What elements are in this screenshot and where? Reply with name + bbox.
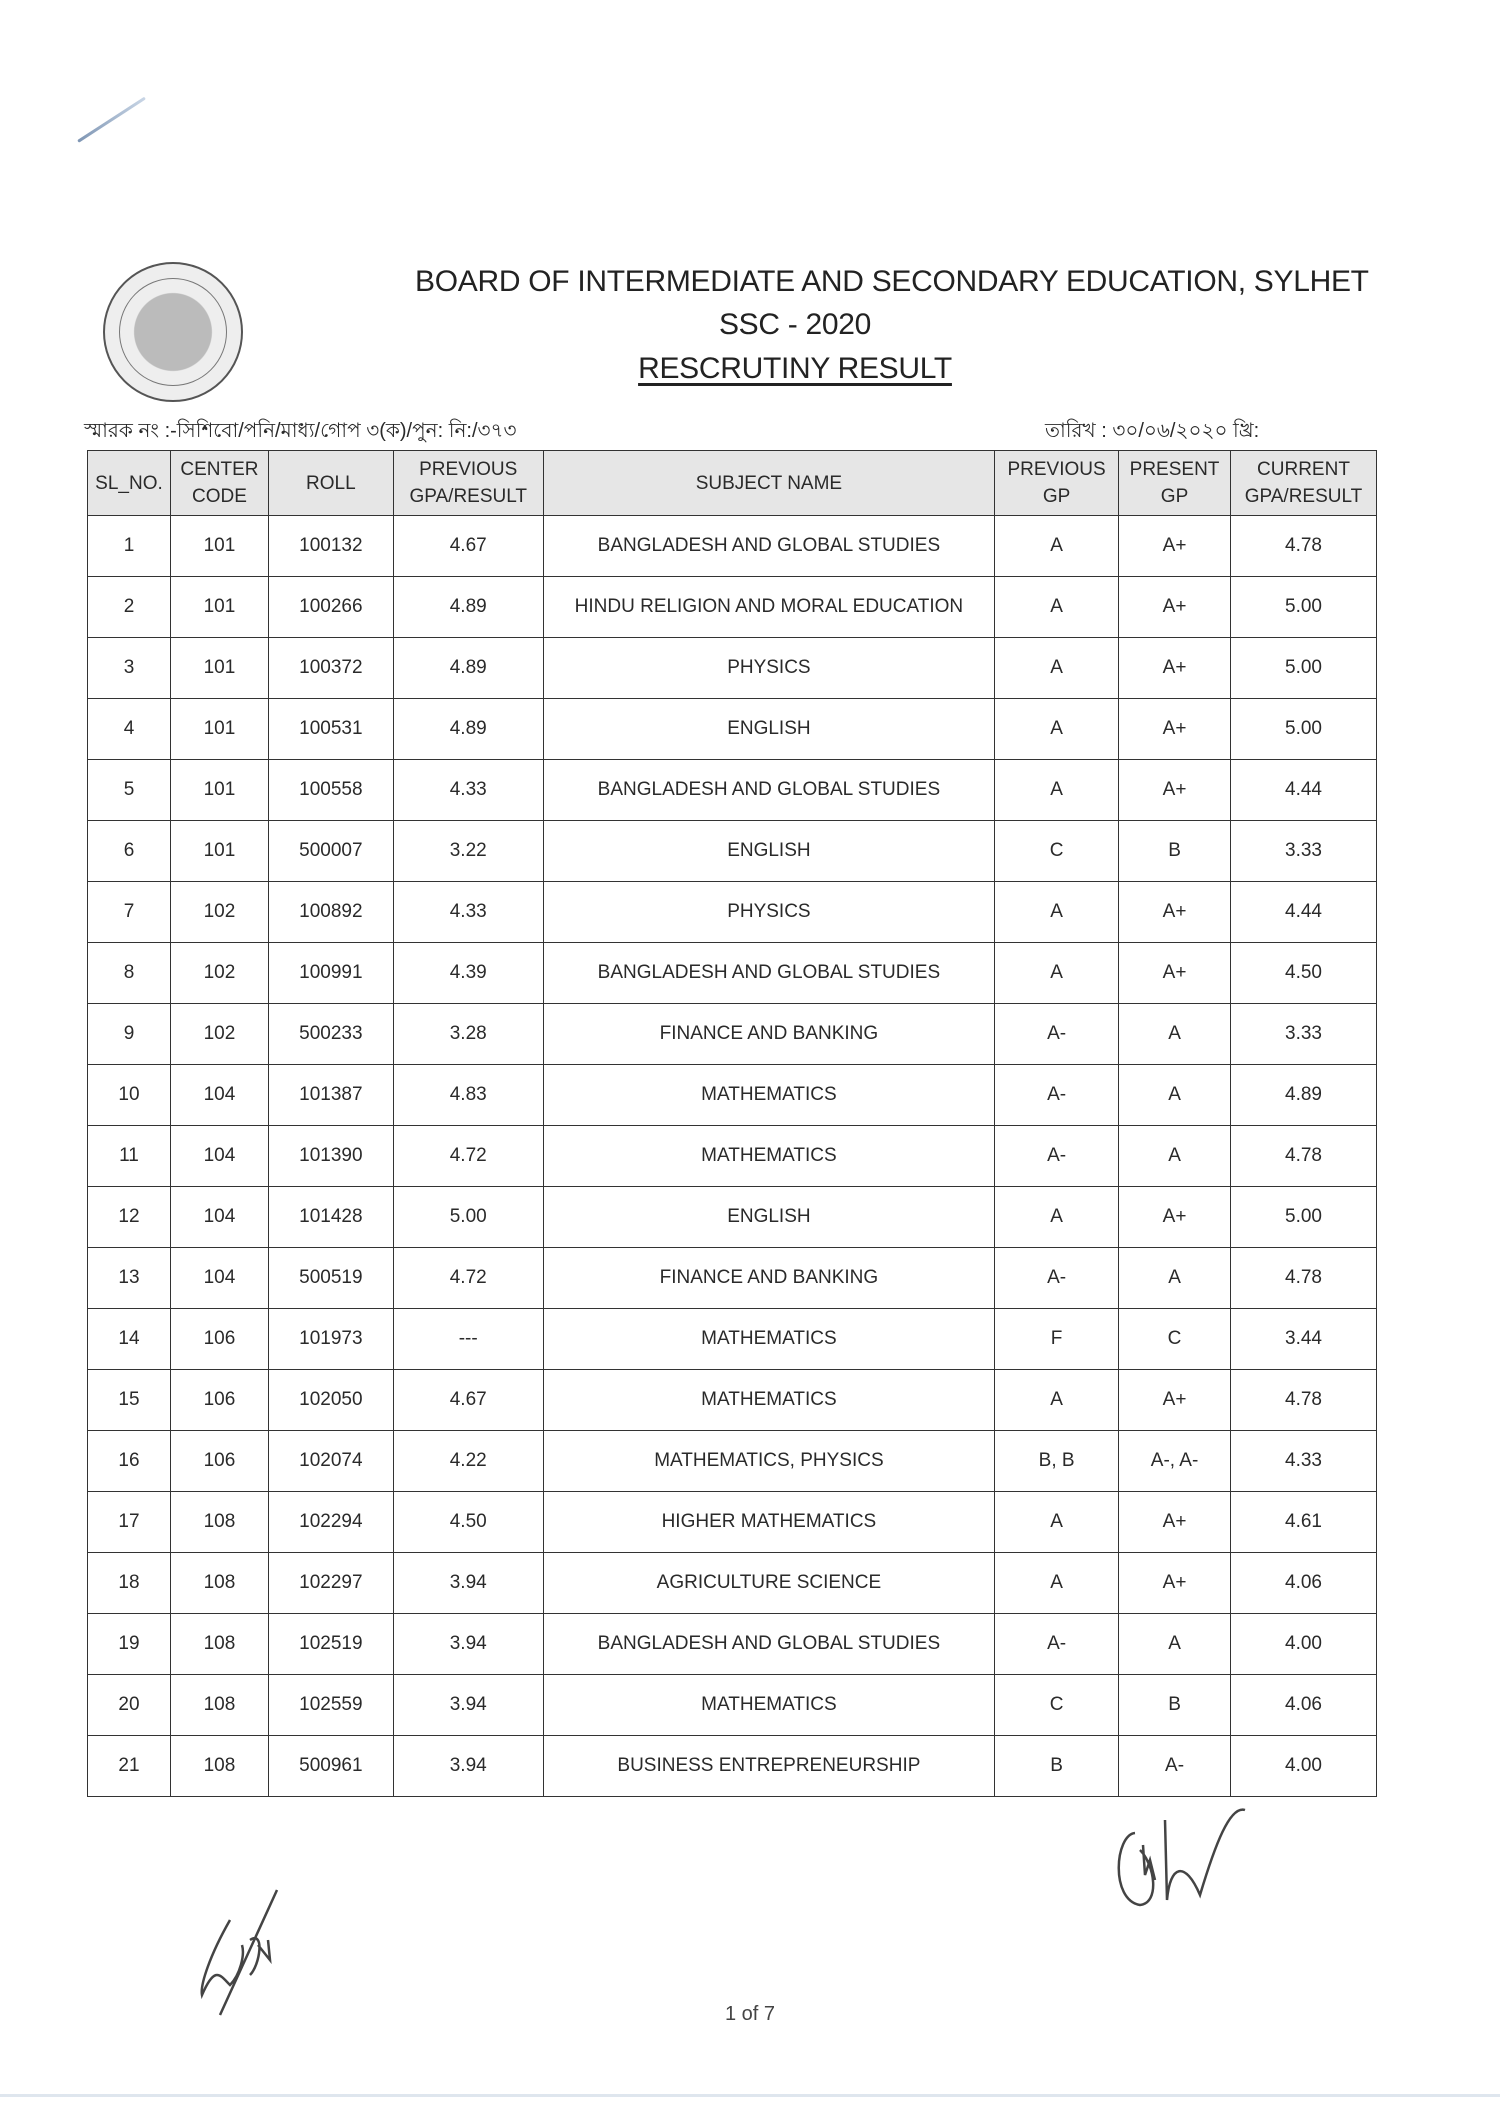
roll-cell: 100266	[268, 577, 393, 638]
present-gp-cell: B	[1119, 821, 1231, 882]
roll-cell: 101387	[268, 1065, 393, 1126]
sl-no-cell: 6	[88, 821, 171, 882]
table-row	[88, 1248, 1377, 1309]
subject-name-cell: ENGLISH	[543, 821, 994, 882]
previous-gpa-cell: 4.39	[393, 943, 543, 1004]
scan-edge	[0, 2094, 1500, 2097]
table-row	[88, 821, 1377, 882]
sl-no-cell: 17	[88, 1492, 171, 1553]
results-table	[87, 450, 1377, 1797]
subject-name-cell: MATHEMATICS	[543, 1309, 994, 1370]
present-gp-cell: B	[1119, 1675, 1231, 1736]
sl-no-cell: 10	[88, 1065, 171, 1126]
signature-right	[1105, 1805, 1295, 1915]
sl-no-cell: 14	[88, 1309, 171, 1370]
column-header: PRESENT GP	[1119, 451, 1231, 516]
center-code-cell: 104	[170, 1248, 268, 1309]
previous-gp-cell: A	[995, 760, 1119, 821]
present-gp-cell: A	[1119, 1614, 1231, 1675]
subject-name-cell: ENGLISH	[543, 1187, 994, 1248]
current-gpa-cell: 4.89	[1231, 1065, 1377, 1126]
previous-gp-cell: A	[995, 638, 1119, 699]
previous-gp-cell: A	[995, 882, 1119, 943]
table-row	[88, 1431, 1377, 1492]
current-gpa-cell: 3.44	[1231, 1309, 1377, 1370]
present-gp-cell: A+	[1119, 1492, 1231, 1553]
subject-name-cell: MATHEMATICS	[543, 1065, 994, 1126]
previous-gp-cell: A	[995, 1187, 1119, 1248]
table-row	[88, 516, 1377, 577]
present-gp-cell: A+	[1119, 1370, 1231, 1431]
present-gp-cell: A+	[1119, 577, 1231, 638]
roll-cell: 102297	[268, 1553, 393, 1614]
table-row	[88, 1004, 1377, 1065]
roll-cell: 500961	[268, 1736, 393, 1797]
column-header: PREVIOUS GPA/RESULT	[393, 451, 543, 516]
previous-gp-cell: A-	[995, 1248, 1119, 1309]
previous-gpa-cell: ---	[393, 1309, 543, 1370]
center-code-cell: 108	[170, 1675, 268, 1736]
present-gp-cell: A+	[1119, 1187, 1231, 1248]
current-gpa-cell: 4.44	[1231, 882, 1377, 943]
roll-cell: 500007	[268, 821, 393, 882]
present-gp-cell: C	[1119, 1309, 1231, 1370]
previous-gpa-cell: 4.72	[393, 1248, 543, 1309]
previous-gp-cell: A-	[995, 1004, 1119, 1065]
previous-gpa-cell: 4.72	[393, 1126, 543, 1187]
previous-gpa-cell: 4.67	[393, 516, 543, 577]
subject-name-cell: MATHEMATICS	[543, 1675, 994, 1736]
previous-gp-cell: A	[995, 577, 1119, 638]
center-code-cell: 101	[170, 699, 268, 760]
exam-title: SSC - 2020	[718, 308, 872, 341]
previous-gpa-cell: 4.22	[393, 1431, 543, 1492]
sl-no-cell: 2	[88, 577, 171, 638]
table-row	[88, 760, 1377, 821]
center-code-cell: 101	[170, 760, 268, 821]
center-code-cell: 104	[170, 1126, 268, 1187]
roll-cell: 100132	[268, 516, 393, 577]
pen-mark	[77, 97, 146, 143]
table-header-row	[88, 451, 1377, 516]
current-gpa-cell: 4.33	[1231, 1431, 1377, 1492]
roll-cell: 102559	[268, 1675, 393, 1736]
center-code-cell: 108	[170, 1553, 268, 1614]
present-gp-cell: A	[1119, 1248, 1231, 1309]
sl-no-cell: 5	[88, 760, 171, 821]
subject-name-cell: HINDU RELIGION AND MORAL EDUCATION	[543, 577, 994, 638]
present-gp-cell: A	[1119, 1065, 1231, 1126]
current-gpa-cell: 4.06	[1231, 1553, 1377, 1614]
subject-name-cell: FINANCE AND BANKING	[543, 1004, 994, 1065]
sl-no-cell: 7	[88, 882, 171, 943]
previous-gpa-cell: 4.83	[393, 1065, 543, 1126]
table-row	[88, 1553, 1377, 1614]
subject-name-cell: BANGLADESH AND GLOBAL STUDIES	[543, 760, 994, 821]
subject-name-cell: AGRICULTURE SCIENCE	[543, 1553, 994, 1614]
table-row	[88, 1736, 1377, 1797]
subject-name-cell: PHYSICS	[543, 882, 994, 943]
roll-cell: 500233	[268, 1004, 393, 1065]
previous-gpa-cell: 4.89	[393, 638, 543, 699]
present-gp-cell: A+	[1119, 638, 1231, 699]
present-gp-cell: A+	[1119, 699, 1231, 760]
current-gpa-cell: 4.78	[1231, 1248, 1377, 1309]
center-code-cell: 102	[170, 943, 268, 1004]
sl-no-cell: 4	[88, 699, 171, 760]
previous-gp-cell: A	[995, 1492, 1119, 1553]
subject-name-cell: MATHEMATICS, PHYSICS	[543, 1431, 994, 1492]
subject-name-cell: MATHEMATICS	[543, 1370, 994, 1431]
current-gpa-cell: 4.00	[1231, 1736, 1377, 1797]
table-row	[88, 1675, 1377, 1736]
previous-gpa-cell: 3.28	[393, 1004, 543, 1065]
current-gpa-cell: 3.33	[1231, 1004, 1377, 1065]
present-gp-cell: A-	[1119, 1736, 1231, 1797]
sl-no-cell: 19	[88, 1614, 171, 1675]
center-code-cell: 108	[170, 1736, 268, 1797]
previous-gpa-cell: 4.33	[393, 882, 543, 943]
previous-gp-cell: A	[995, 699, 1119, 760]
table-row	[88, 882, 1377, 943]
subject-name-cell: ENGLISH	[543, 699, 994, 760]
current-gpa-cell: 4.50	[1231, 943, 1377, 1004]
previous-gp-cell: C	[995, 821, 1119, 882]
present-gp-cell: A	[1119, 1126, 1231, 1187]
center-code-cell: 106	[170, 1370, 268, 1431]
column-header: CENTER CODE	[170, 451, 268, 516]
subject-name-cell: PHYSICS	[543, 638, 994, 699]
current-gpa-cell: 5.00	[1231, 638, 1377, 699]
center-code-cell: 101	[170, 638, 268, 699]
center-code-cell: 101	[170, 516, 268, 577]
center-code-cell: 102	[170, 1004, 268, 1065]
sl-no-cell: 20	[88, 1675, 171, 1736]
previous-gp-cell: F	[995, 1309, 1119, 1370]
issue-date: তারিখ : ৩০/০৬/২০২০ খ্রি:	[1045, 420, 1260, 442]
table-row	[88, 577, 1377, 638]
present-gp-cell: A	[1119, 1004, 1231, 1065]
roll-cell: 100558	[268, 760, 393, 821]
current-gpa-cell: 3.33	[1231, 821, 1377, 882]
column-header: SL_NO.	[88, 451, 171, 516]
previous-gp-cell: B, B	[995, 1431, 1119, 1492]
column-header: CURRENT GPA/RESULT	[1231, 451, 1377, 516]
column-header: ROLL	[268, 451, 393, 516]
previous-gpa-cell: 3.94	[393, 1553, 543, 1614]
present-gp-cell: A+	[1119, 1553, 1231, 1614]
previous-gp-cell: A-	[995, 1614, 1119, 1675]
center-code-cell: 108	[170, 1614, 268, 1675]
roll-cell: 100892	[268, 882, 393, 943]
subject-name-cell: MATHEMATICS	[543, 1126, 994, 1187]
previous-gpa-cell: 4.67	[393, 1370, 543, 1431]
table-row	[88, 1370, 1377, 1431]
roll-cell: 101390	[268, 1126, 393, 1187]
table-row	[88, 699, 1377, 760]
sl-no-cell: 8	[88, 943, 171, 1004]
roll-cell: 100372	[268, 638, 393, 699]
roll-cell: 102294	[268, 1492, 393, 1553]
current-gpa-cell: 4.78	[1231, 1126, 1377, 1187]
roll-cell: 100991	[268, 943, 393, 1004]
sl-no-cell: 16	[88, 1431, 171, 1492]
center-code-cell: 102	[170, 882, 268, 943]
sl-no-cell: 3	[88, 638, 171, 699]
present-gp-cell: A+	[1119, 516, 1231, 577]
column-header: SUBJECT NAME	[543, 451, 994, 516]
center-code-cell: 104	[170, 1065, 268, 1126]
sl-no-cell: 21	[88, 1736, 171, 1797]
current-gpa-cell: 5.00	[1231, 1187, 1377, 1248]
subject-name-cell: HIGHER MATHEMATICS	[543, 1492, 994, 1553]
center-code-cell: 104	[170, 1187, 268, 1248]
present-gp-cell: A-, A-	[1119, 1431, 1231, 1492]
current-gpa-cell: 4.44	[1231, 760, 1377, 821]
table-row	[88, 1309, 1377, 1370]
previous-gp-cell: A-	[995, 1065, 1119, 1126]
sl-no-cell: 9	[88, 1004, 171, 1065]
roll-cell: 102519	[268, 1614, 393, 1675]
present-gp-cell: A+	[1119, 760, 1231, 821]
table-row	[88, 1492, 1377, 1553]
current-gpa-cell: 4.78	[1231, 516, 1377, 577]
sl-no-cell: 15	[88, 1370, 171, 1431]
previous-gpa-cell: 4.50	[393, 1492, 543, 1553]
sl-no-cell: 13	[88, 1248, 171, 1309]
present-gp-cell: A+	[1119, 882, 1231, 943]
current-gpa-cell: 4.06	[1231, 1675, 1377, 1736]
table-row	[88, 1187, 1377, 1248]
roll-cell: 100531	[268, 699, 393, 760]
table-row	[88, 1614, 1377, 1675]
previous-gp-cell: A	[995, 516, 1119, 577]
current-gpa-cell: 4.61	[1231, 1492, 1377, 1553]
previous-gpa-cell: 3.94	[393, 1736, 543, 1797]
page-number: 1 of 7	[724, 2003, 776, 2025]
table-row	[88, 1065, 1377, 1126]
previous-gp-cell: A	[995, 943, 1119, 1004]
current-gpa-cell: 4.00	[1231, 1614, 1377, 1675]
subject-name-cell: FINANCE AND BANKING	[543, 1248, 994, 1309]
subject-name-cell: BANGLADESH AND GLOBAL STUDIES	[543, 1614, 994, 1675]
roll-cell: 500519	[268, 1248, 393, 1309]
subject-name-cell: BANGLADESH AND GLOBAL STUDIES	[543, 943, 994, 1004]
center-code-cell: 108	[170, 1492, 268, 1553]
center-code-cell: 106	[170, 1309, 268, 1370]
roll-cell: 102074	[268, 1431, 393, 1492]
memo-number: স্মারক নং :-সিশিবো/পনি/মাধ্য/গোপ ৩(ক)/পুন: নি:/৩৭৩	[84, 420, 517, 442]
previous-gpa-cell: 3.94	[393, 1675, 543, 1736]
previous-gpa-cell: 4.89	[393, 577, 543, 638]
subject-name-cell: BANGLADESH AND GLOBAL STUDIES	[543, 516, 994, 577]
previous-gpa-cell: 4.33	[393, 760, 543, 821]
current-gpa-cell: 5.00	[1231, 577, 1377, 638]
table-row	[88, 1126, 1377, 1187]
sl-no-cell: 11	[88, 1126, 171, 1187]
previous-gpa-cell: 5.00	[393, 1187, 543, 1248]
table-row	[88, 638, 1377, 699]
subject-name-cell: BUSINESS ENTREPRENEURSHIP	[543, 1736, 994, 1797]
roll-cell: 102050	[268, 1370, 393, 1431]
previous-gpa-cell: 3.94	[393, 1614, 543, 1675]
present-gp-cell: A+	[1119, 943, 1231, 1004]
column-header: PREVIOUS GP	[995, 451, 1119, 516]
roll-cell: 101973	[268, 1309, 393, 1370]
center-code-cell: 101	[170, 577, 268, 638]
result-subtitle: RESCRUTINY RESULT	[638, 352, 952, 385]
current-gpa-cell: 4.78	[1231, 1370, 1377, 1431]
previous-gp-cell: C	[995, 1675, 1119, 1736]
previous-gp-cell: B	[995, 1736, 1119, 1797]
current-gpa-cell: 5.00	[1231, 699, 1377, 760]
previous-gpa-cell: 3.22	[393, 821, 543, 882]
sl-no-cell: 18	[88, 1553, 171, 1614]
previous-gp-cell: A-	[995, 1126, 1119, 1187]
center-code-cell: 106	[170, 1431, 268, 1492]
sl-no-cell: 1	[88, 516, 171, 577]
previous-gp-cell: A	[995, 1553, 1119, 1614]
previous-gpa-cell: 4.89	[393, 699, 543, 760]
sl-no-cell: 12	[88, 1187, 171, 1248]
roll-cell: 101428	[268, 1187, 393, 1248]
center-code-cell: 101	[170, 821, 268, 882]
table-row	[88, 943, 1377, 1004]
previous-gp-cell: A	[995, 1370, 1119, 1431]
